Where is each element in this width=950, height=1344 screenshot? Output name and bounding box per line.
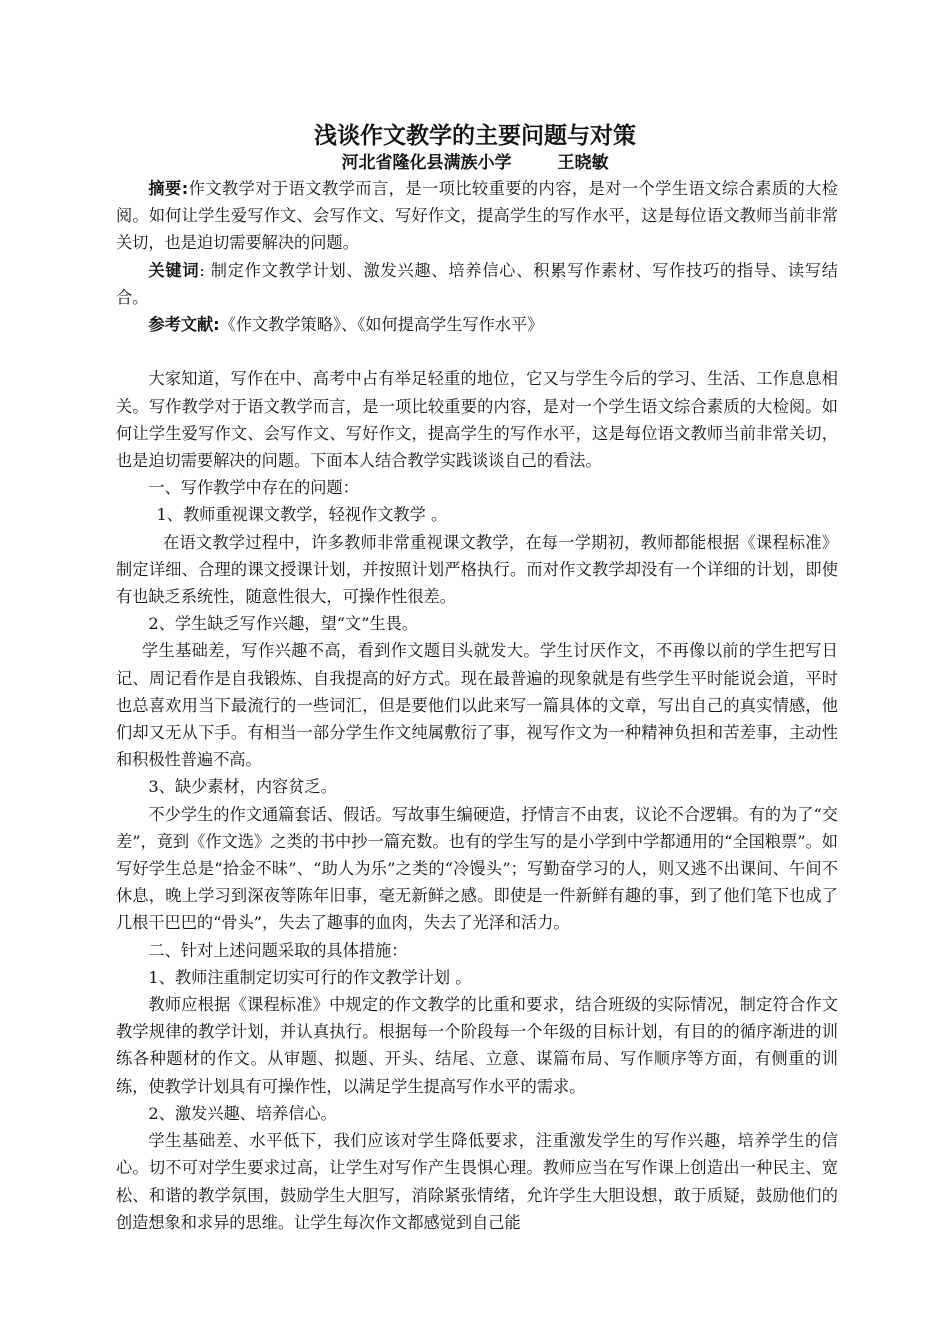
document-title: 浅谈作文教学的主要问题与对策 (314, 123, 636, 149)
document-body (116, 175, 838, 1236)
author-name: 王晓敏 (557, 153, 609, 173)
keywords-label: 关键词 (148, 260, 200, 280)
body-paragraph: 学生基础差、水平低下，我们应该对学生降低要求，注重激发学生的写作兴趣，培养学生的信心。切不可对学生要求过高，让学生对写作产生畏惧心理。教师应当在写作课上创造出一种民主、宽松、和谐的教学氛围，鼓励学生大胆写，消除紧张情绪，允许学生大胆设想，敢于质疑，鼓励他们的创造想象和求异的思维。让学生每次作文都感觉到自己能 (116, 1131, 838, 1232)
subsection-heading: 2、激发兴趣、培养信心。 (148, 1103, 337, 1123)
keywords-paragraph (116, 257, 838, 311)
subsection-heading: 2、学生缺乏写作兴趣，望“文”生畏。 (148, 614, 419, 634)
subsection-heading: 1、教师重视课文教学，轻视作文教学 。 (156, 505, 448, 525)
body-paragraph: 不少学生的作文通篇套话、假话。写故事生编硬造，抒情言不由衷，议论不合逻辑。有的为了“交差”，竟到《作文选》之类的书中抄一篇充数。也有的学生写的是小学到中学都通用的“全国粮票”。如写好学生总是“拾金不昧”、“助人为乐”之类的“冷馒头”；写勤奋学习的人，则又逃不出课间、午间不休息，晚上学习到深夜等陈年旧事，毫无新鲜之感。即使是一件新鲜有趣的事，到了他们笔下也成了几根干巴巴的“骨头”，失去了趣事的血肉，失去了光泽和活力。 (116, 804, 838, 933)
body-paragraph: 大家知道，写作在中、高考中占有举足轻重的地位，它又与学生今后的学习、生活、工作息息相关。写作教学对于语文教学而言，是一项比较重要的内容，是对一个学生语文综合素质的大检阅。如何让学生爱写作文、会写作文、写好作文，提高学生的写作水平，这是每位语文教师当前非常关切，也是迫切需要解决的问题。下面本人结合教学实践谈谈自己的看法。 (116, 369, 838, 471)
blank-line (116, 338, 838, 365)
abstract-label: 摘要: (148, 179, 189, 198)
author-line (0, 151, 950, 175)
references-text: 《作文教学策略》、《如何提高学生写作水平》 (219, 315, 544, 335)
references-paragraph (116, 311, 838, 338)
keywords-text: : 制定作文教学计划、激发兴趣、培养信心、积累写作素材、写作技巧的指导、读写结合。 (116, 260, 838, 307)
abstract-text: 作文教学对于语文教学而言，是一项比较重要的内容，是对一个学生语文综合素质的大检阅。如何让学生爱写作文、会写作文、写好作文，提高学生的写作水平，这是每位语文教师当前非常关切，也是迫切需要解决的问题。 (116, 179, 838, 253)
references-label: 参考文献: (148, 315, 220, 335)
abstract-paragraph (116, 175, 838, 257)
body-paragraph: 在语文教学过程中，许多教师非常重视课文教学，在每一学期初，教师都能根据《课程标准》制定详细、合理的课文授课计划，并按照计划严格执行。而对作文教学却没有一个详细的计划，即使有也缺乏系统性，随意性很大，可操作性很差。 (116, 532, 838, 607)
body-paragraph: 学生基础差，写作兴趣不高，看到作文题目头就发大。学生讨厌作文，不再像以前的学生把写日记、周记看作是自我锻炼、自我提高的好方式。现在最普遍的现象就是有些学生平时能说会道，平时也总喜欢用当下最流行的一些词汇，但是要他们以此来写一篇具体的文章，写出自己的真实情感，他们却又无从下手。有相当一部分学生作文纯属敷衍了事，视写作文为一种精神负担和苦差事，主动性和积极性普遍不高。 (116, 641, 838, 770)
body-paragraph: 教师应根据《课程标准》中规定的作文教学的比重和要求，结合班级的实际情况，制定符合作文教学规律的教学计划，并认真执行。根据每一个阶段每一个年级的目标计划，有目的的循序渐进的训练各种题材的作文。从审题、拟题、开头、结尾、立意、谋篇布局、写作顺序等方面，有侧重的训练，使教学计划具有可操作性，以满足学生提高写作水平的需求。 (116, 995, 838, 1096)
subsection-heading: 1、教师注重制定切实可行的作文教学计划 。 (148, 967, 472, 987)
subsection-heading: 3、缺少素材，内容贫乏。 (148, 777, 337, 797)
section-heading: 二、针对上述问题采取的具体措施： (148, 940, 408, 960)
section-heading: 一、写作教学中存在的问题： (148, 478, 359, 498)
author-school: 河北省隆化县满族小学 (341, 153, 512, 173)
